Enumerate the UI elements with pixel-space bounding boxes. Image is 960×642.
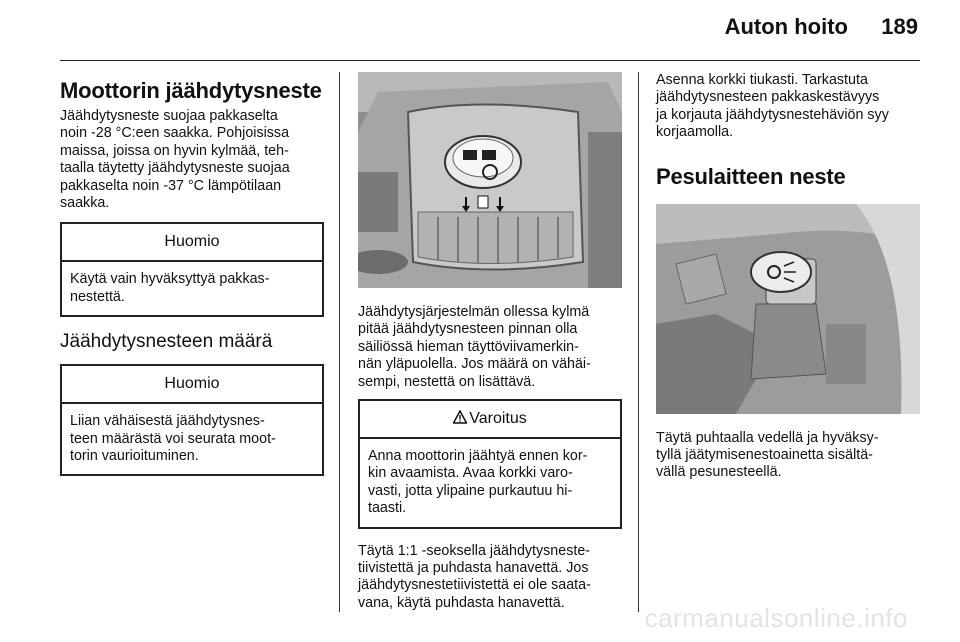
coolant-reservoir-photo (358, 72, 622, 288)
warning-title: Varoitus (360, 401, 620, 439)
note-text: Liian vähäisestä jäähdytysnes‐ teen määrästä voi seurata moot‐ torin vaurioituminen. (70, 413, 276, 465)
warning-box (358, 399, 622, 529)
header-divider (60, 60, 920, 61)
washer-fluid-heading: Pesulaitteen neste (656, 163, 846, 189)
cap-text: Asenna korkki tiukasti. Tarkastuta jäähdytysnesteen pakkaskestävyys ja korjauta jäähdytysnestehäviön syy korjaamolla. (656, 72, 889, 141)
page-header (0, 0, 960, 60)
coolant-level-subheading: Jäähdytysnesteen määrä (60, 331, 273, 353)
note-text: Käytä vain hyväksyttyä pakkas‐ nestettä. (70, 271, 270, 305)
note-title: Huomio (62, 224, 322, 262)
washer-reservoir-illustration (656, 204, 920, 414)
column-1 (60, 72, 324, 476)
page-number: 189 (881, 14, 918, 39)
coolant-level-text: Jäähdytysjärjestelmän ollessa kylmä pitää jäähdytysnesteen pinnan olla säiliössä hieman täyttöviivamerkin‐ nän yläpuolella. Jos määrä on vähäi‐ sempi, nestettä on lisättävä. (358, 304, 591, 390)
note-box-low-coolant (60, 364, 324, 476)
coolant-intro: Jäähdytysneste suojaa pakkaselta noin -28 °C:een saakka. Pohjoisissa maissa, joissa on hyvin kylmää, teh‐ taalla täytetty jäähdytysneste suojaa pakkaselta noin -37 °C lämpötilaan saakka. (60, 108, 290, 212)
watermark: carmanualsonline.info (644, 603, 908, 633)
note-title: Huomio (62, 366, 322, 404)
coolant-reservoir-illustration (358, 72, 622, 288)
coolant-heading: Moottorin jäähdytysneste (60, 78, 322, 103)
column-3 (656, 72, 920, 482)
warning-triangle-icon (453, 410, 467, 424)
section-title: Auton hoito (724, 14, 848, 39)
column-2 (358, 72, 622, 612)
column-divider-1 (339, 72, 340, 612)
washer-fluid-photo (656, 204, 920, 414)
mixture-text: Täytä 1:1 -seoksella jäähdytysneste‐ tiivistettä ja puhdasta hanavettä. Jos jäähdytysnestetiivistettä ei ole saata‐ vana, käytä puhdasta hanavettä. (358, 542, 591, 611)
warning-text: Anna moottorin jäähtyä ennen kor‐ kin avaamista. Avaa korkki varo‐ vasti, jotta ylipaine purkautuu hi‐ taasti. (368, 448, 588, 517)
note-box-antifreeze (60, 222, 324, 317)
column-divider-2 (638, 72, 639, 612)
washer-fluid-text: Täytä puhtaalla vedellä ja hyväksy‐ tyllä jäätymisenestoainetta sisältä‐ vällä pesunesteellä. (656, 429, 879, 481)
